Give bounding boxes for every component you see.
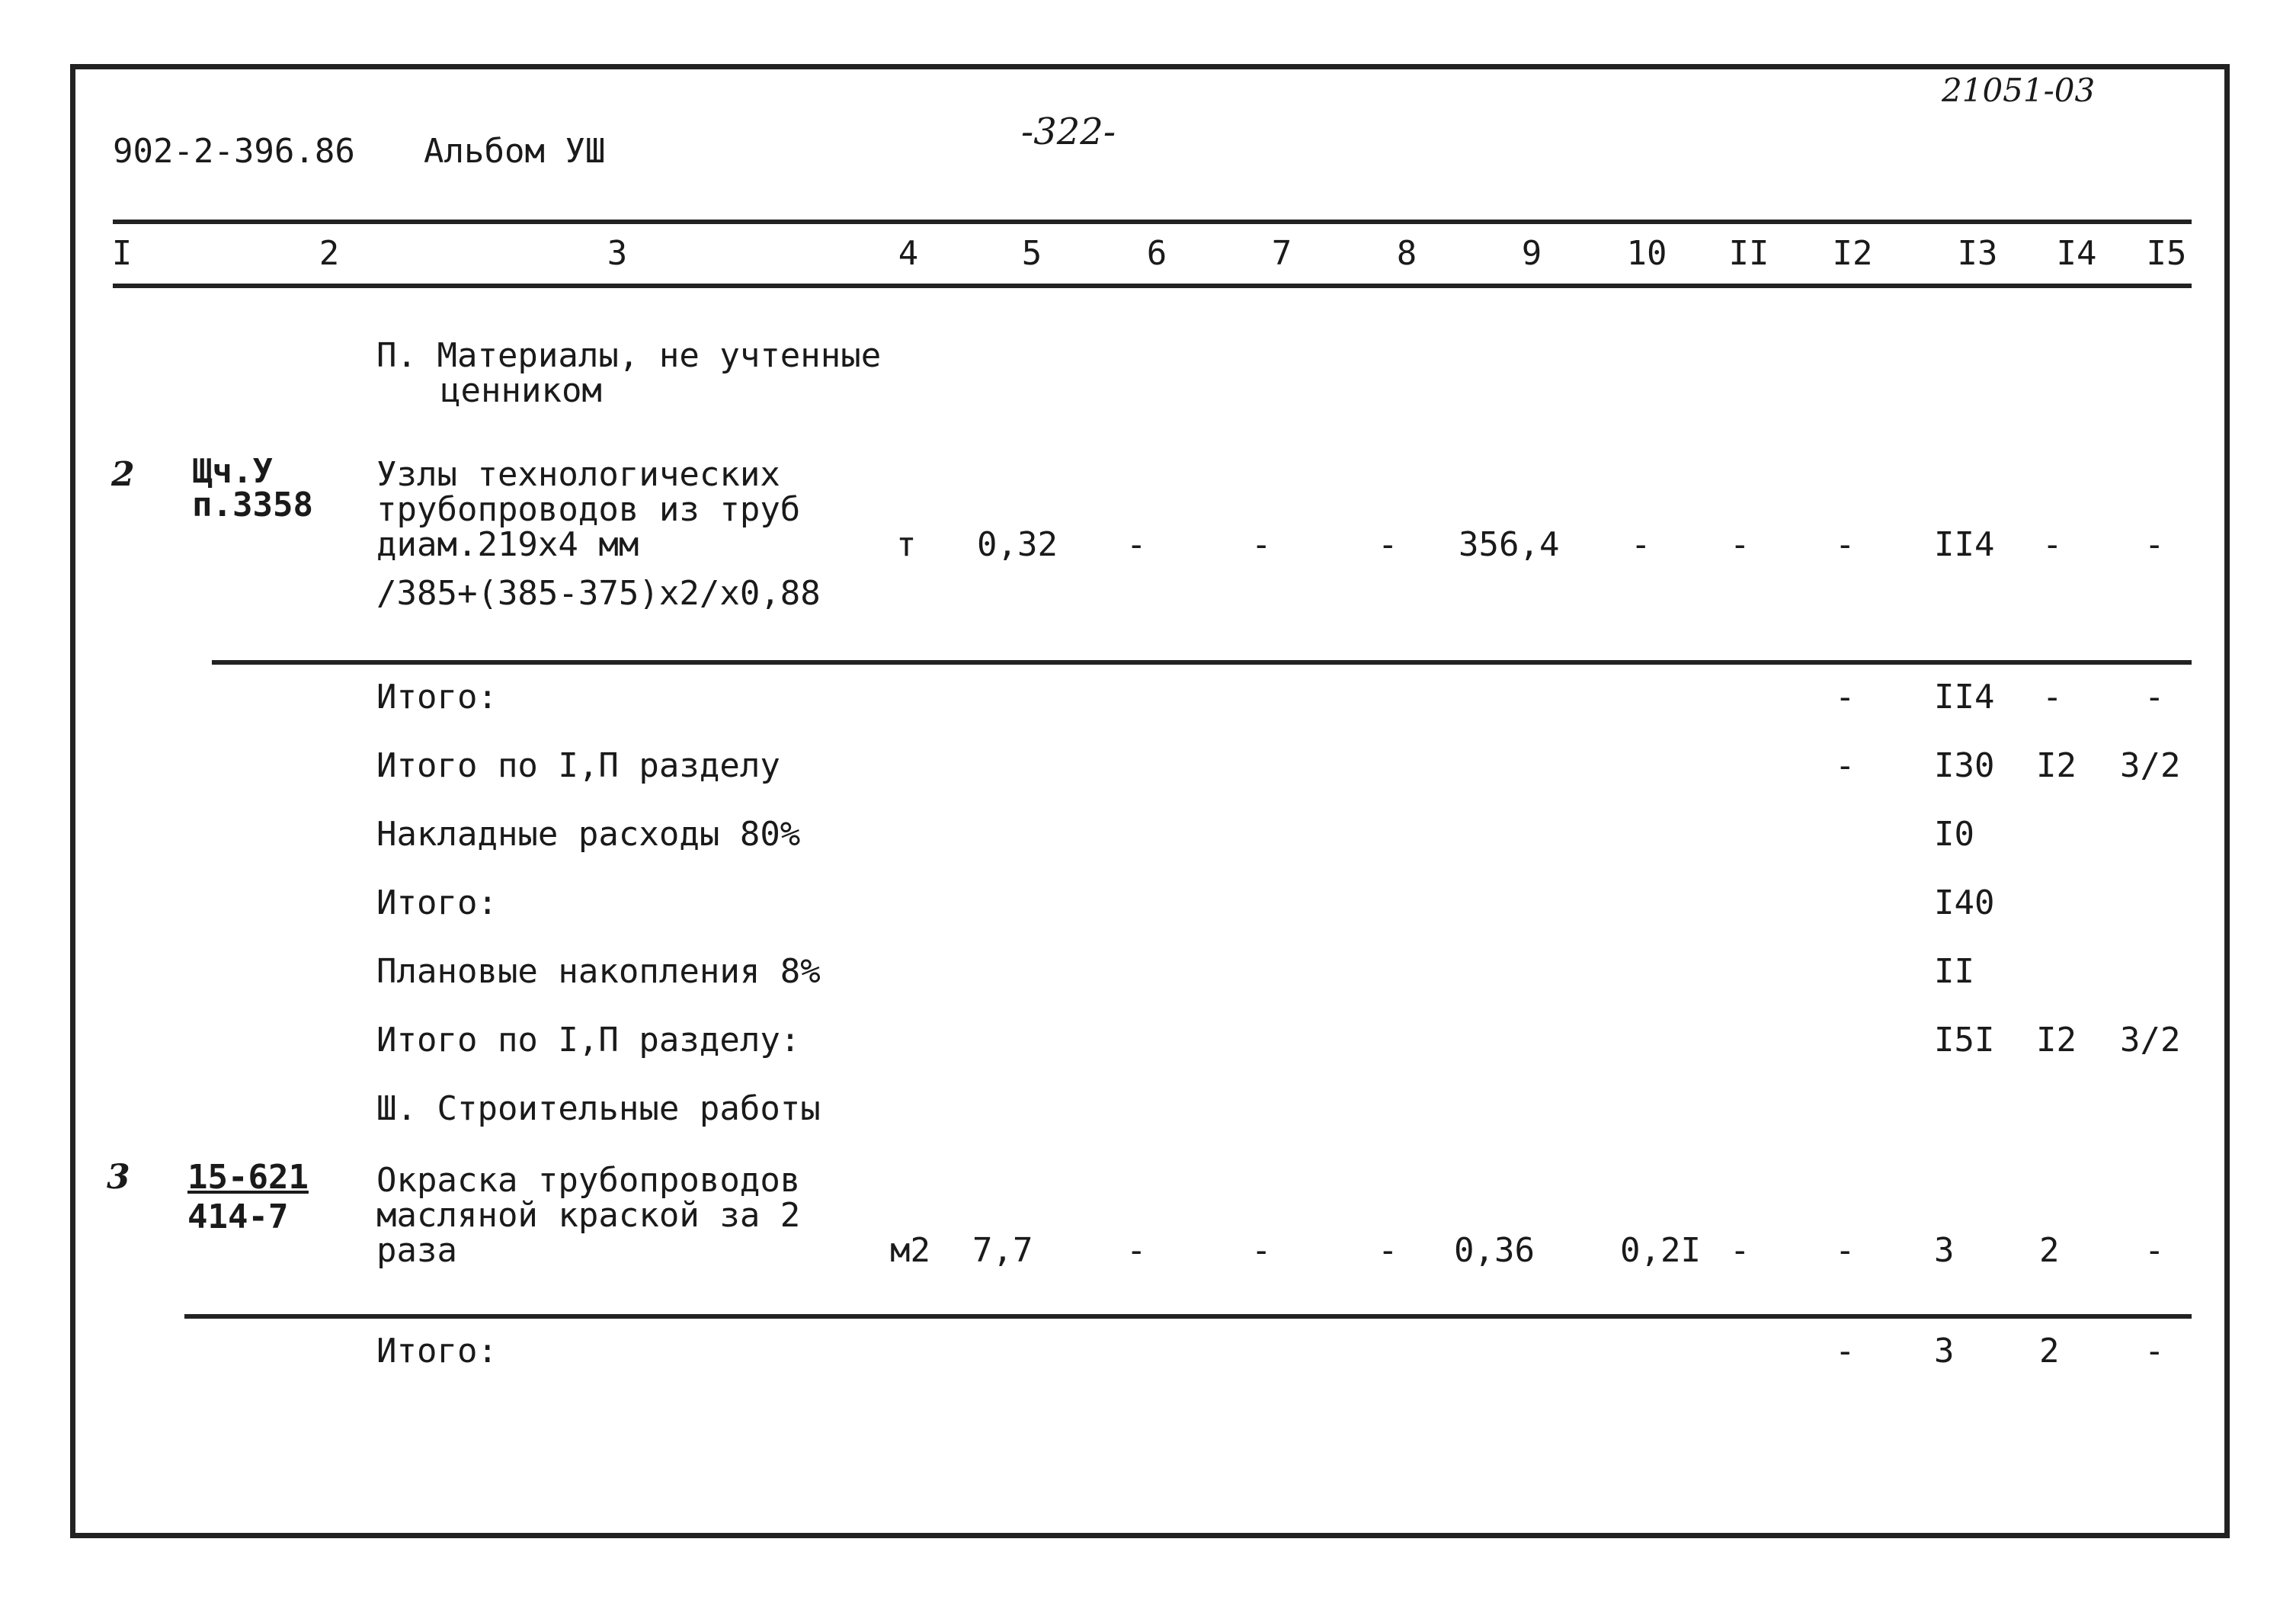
- row-2-col12: -: [1835, 525, 1856, 564]
- row-3-col15: -: [2144, 1231, 2165, 1270]
- row-2-col11: -: [1730, 525, 1750, 564]
- row-2-desc-line3: диам.219х4 мм: [376, 525, 639, 564]
- summary-1-col13: II4: [1934, 678, 1995, 717]
- row-3-number: 3: [107, 1158, 130, 1197]
- row-3-desc-line1: Окраска трубопроводов: [376, 1161, 801, 1200]
- col-header-15: I5: [2146, 234, 2187, 273]
- row-2-col13: II4: [1934, 525, 1995, 564]
- col-header-2: 2: [319, 234, 340, 273]
- summary-3-label: Накладные расходы 80%: [376, 815, 801, 854]
- album-label: Альбом УШ: [424, 132, 606, 171]
- doc-code: 902-2-396.86: [113, 132, 355, 171]
- summary-4-label: Итого:: [376, 883, 498, 922]
- row-3-col7: -: [1251, 1231, 1272, 1270]
- summary-6-col14: I2: [2036, 1021, 2077, 1060]
- row-3-col8: -: [1378, 1231, 1398, 1270]
- row-2-col7: -: [1251, 525, 1272, 564]
- summary-1-label: Итого:: [376, 678, 498, 717]
- row-2-code-line2: п.3358: [192, 486, 313, 524]
- row-3-col14: 2: [2039, 1231, 2060, 1270]
- summary-1-col15: -: [2144, 678, 2165, 717]
- row-2-rule: [212, 660, 2192, 665]
- row-2-col14: -: [2042, 525, 2063, 564]
- summary-2-col12: -: [1835, 746, 1856, 785]
- section-2-title-line1: П. Материалы, не учтенные: [376, 336, 882, 375]
- col-header-11: II: [1728, 234, 1769, 273]
- col-header-12: I2: [1832, 234, 1873, 273]
- row-3-code-line2: 414-7: [187, 1197, 289, 1236]
- summary-1-col12: -: [1835, 678, 1856, 717]
- col-header-7: 7: [1271, 234, 1292, 273]
- col-header-14: I4: [2056, 234, 2097, 273]
- row-2-col6: -: [1126, 525, 1147, 564]
- summary-5-label: Плановые накопления 8%: [376, 952, 821, 991]
- final-total-label: Итого:: [376, 1332, 498, 1371]
- col-header-1: I: [111, 234, 133, 273]
- row-2-col9: 356,4: [1459, 525, 1560, 564]
- col-header-5: 5: [1021, 234, 1042, 273]
- header-bottom-rule: [113, 284, 2192, 288]
- row-2-col10: -: [1631, 525, 1651, 564]
- page-number: -322-: [1021, 111, 1116, 153]
- row-2-desc-line2: трубопроводов из труб: [376, 490, 801, 529]
- col-header-10: 10: [1626, 234, 1667, 273]
- summary-4-col13: I40: [1934, 883, 1995, 922]
- inventory-number: 21051-03: [1942, 72, 2096, 109]
- row-3-rule: [184, 1314, 2192, 1319]
- row-3-col12: -: [1835, 1231, 1856, 1270]
- row-2-unit: т: [896, 525, 917, 564]
- summary-3-col13: I0: [1934, 815, 1974, 854]
- summary-6-col15: 3/2: [2120, 1021, 2181, 1060]
- row-3-unit: м2: [890, 1231, 930, 1270]
- summary-6-label: Итого по I,П разделу:: [376, 1021, 801, 1060]
- row-3-code-line1: 15-621: [187, 1158, 309, 1197]
- row-2-desc-line4: /385+(385-375)х2/х0,88: [376, 574, 821, 613]
- section-3-title: Ш. Строительные работы: [376, 1089, 821, 1128]
- row-2-code-line1: Щч.У: [192, 452, 273, 491]
- final-total-col13: 3: [1934, 1332, 1955, 1371]
- row-3-col6: -: [1126, 1231, 1147, 1270]
- row-2-qty: 0,32: [977, 525, 1058, 564]
- summary-1-col14: -: [2042, 678, 2063, 717]
- col-header-9: 9: [1521, 234, 1542, 273]
- summary-5-col13: II: [1934, 952, 1974, 991]
- row-2-desc-line1: Узлы технологических: [376, 455, 780, 494]
- summary-2-col15: 3/2: [2120, 746, 2181, 785]
- summary-6-col13: I5I: [1934, 1021, 1995, 1060]
- summary-2-label: Итого по I,П разделу: [376, 746, 780, 785]
- row-3-col13: 3: [1934, 1231, 1955, 1270]
- summary-2-col14: I2: [2036, 746, 2077, 785]
- final-total-col15: -: [2144, 1332, 2165, 1371]
- col-header-4: 4: [898, 234, 919, 273]
- col-header-13: I3: [1957, 234, 1998, 273]
- row-3-desc-line2: масляной краской за 2: [376, 1196, 801, 1235]
- row-2-number: 2: [111, 455, 135, 494]
- col-header-8: 8: [1396, 234, 1417, 273]
- row-3-col11: -: [1730, 1231, 1750, 1270]
- col-header-3: 3: [607, 234, 628, 273]
- section-2-title-line2: ценником: [440, 371, 602, 410]
- row-3-qty: 7,7: [972, 1231, 1033, 1270]
- row-3-col9: 0,36: [1454, 1231, 1535, 1270]
- row-3-desc-line3: раза: [376, 1231, 457, 1270]
- final-total-col14: 2: [2039, 1332, 2060, 1371]
- row-2-col15: -: [2144, 525, 2165, 564]
- summary-2-col13: I30: [1934, 746, 1995, 785]
- header-top-rule: [113, 220, 2192, 224]
- col-header-6: 6: [1146, 234, 1167, 273]
- row-3-col10: 0,2I: [1620, 1231, 1701, 1270]
- row-2-col8: -: [1378, 525, 1398, 564]
- final-total-col12: -: [1835, 1332, 1856, 1371]
